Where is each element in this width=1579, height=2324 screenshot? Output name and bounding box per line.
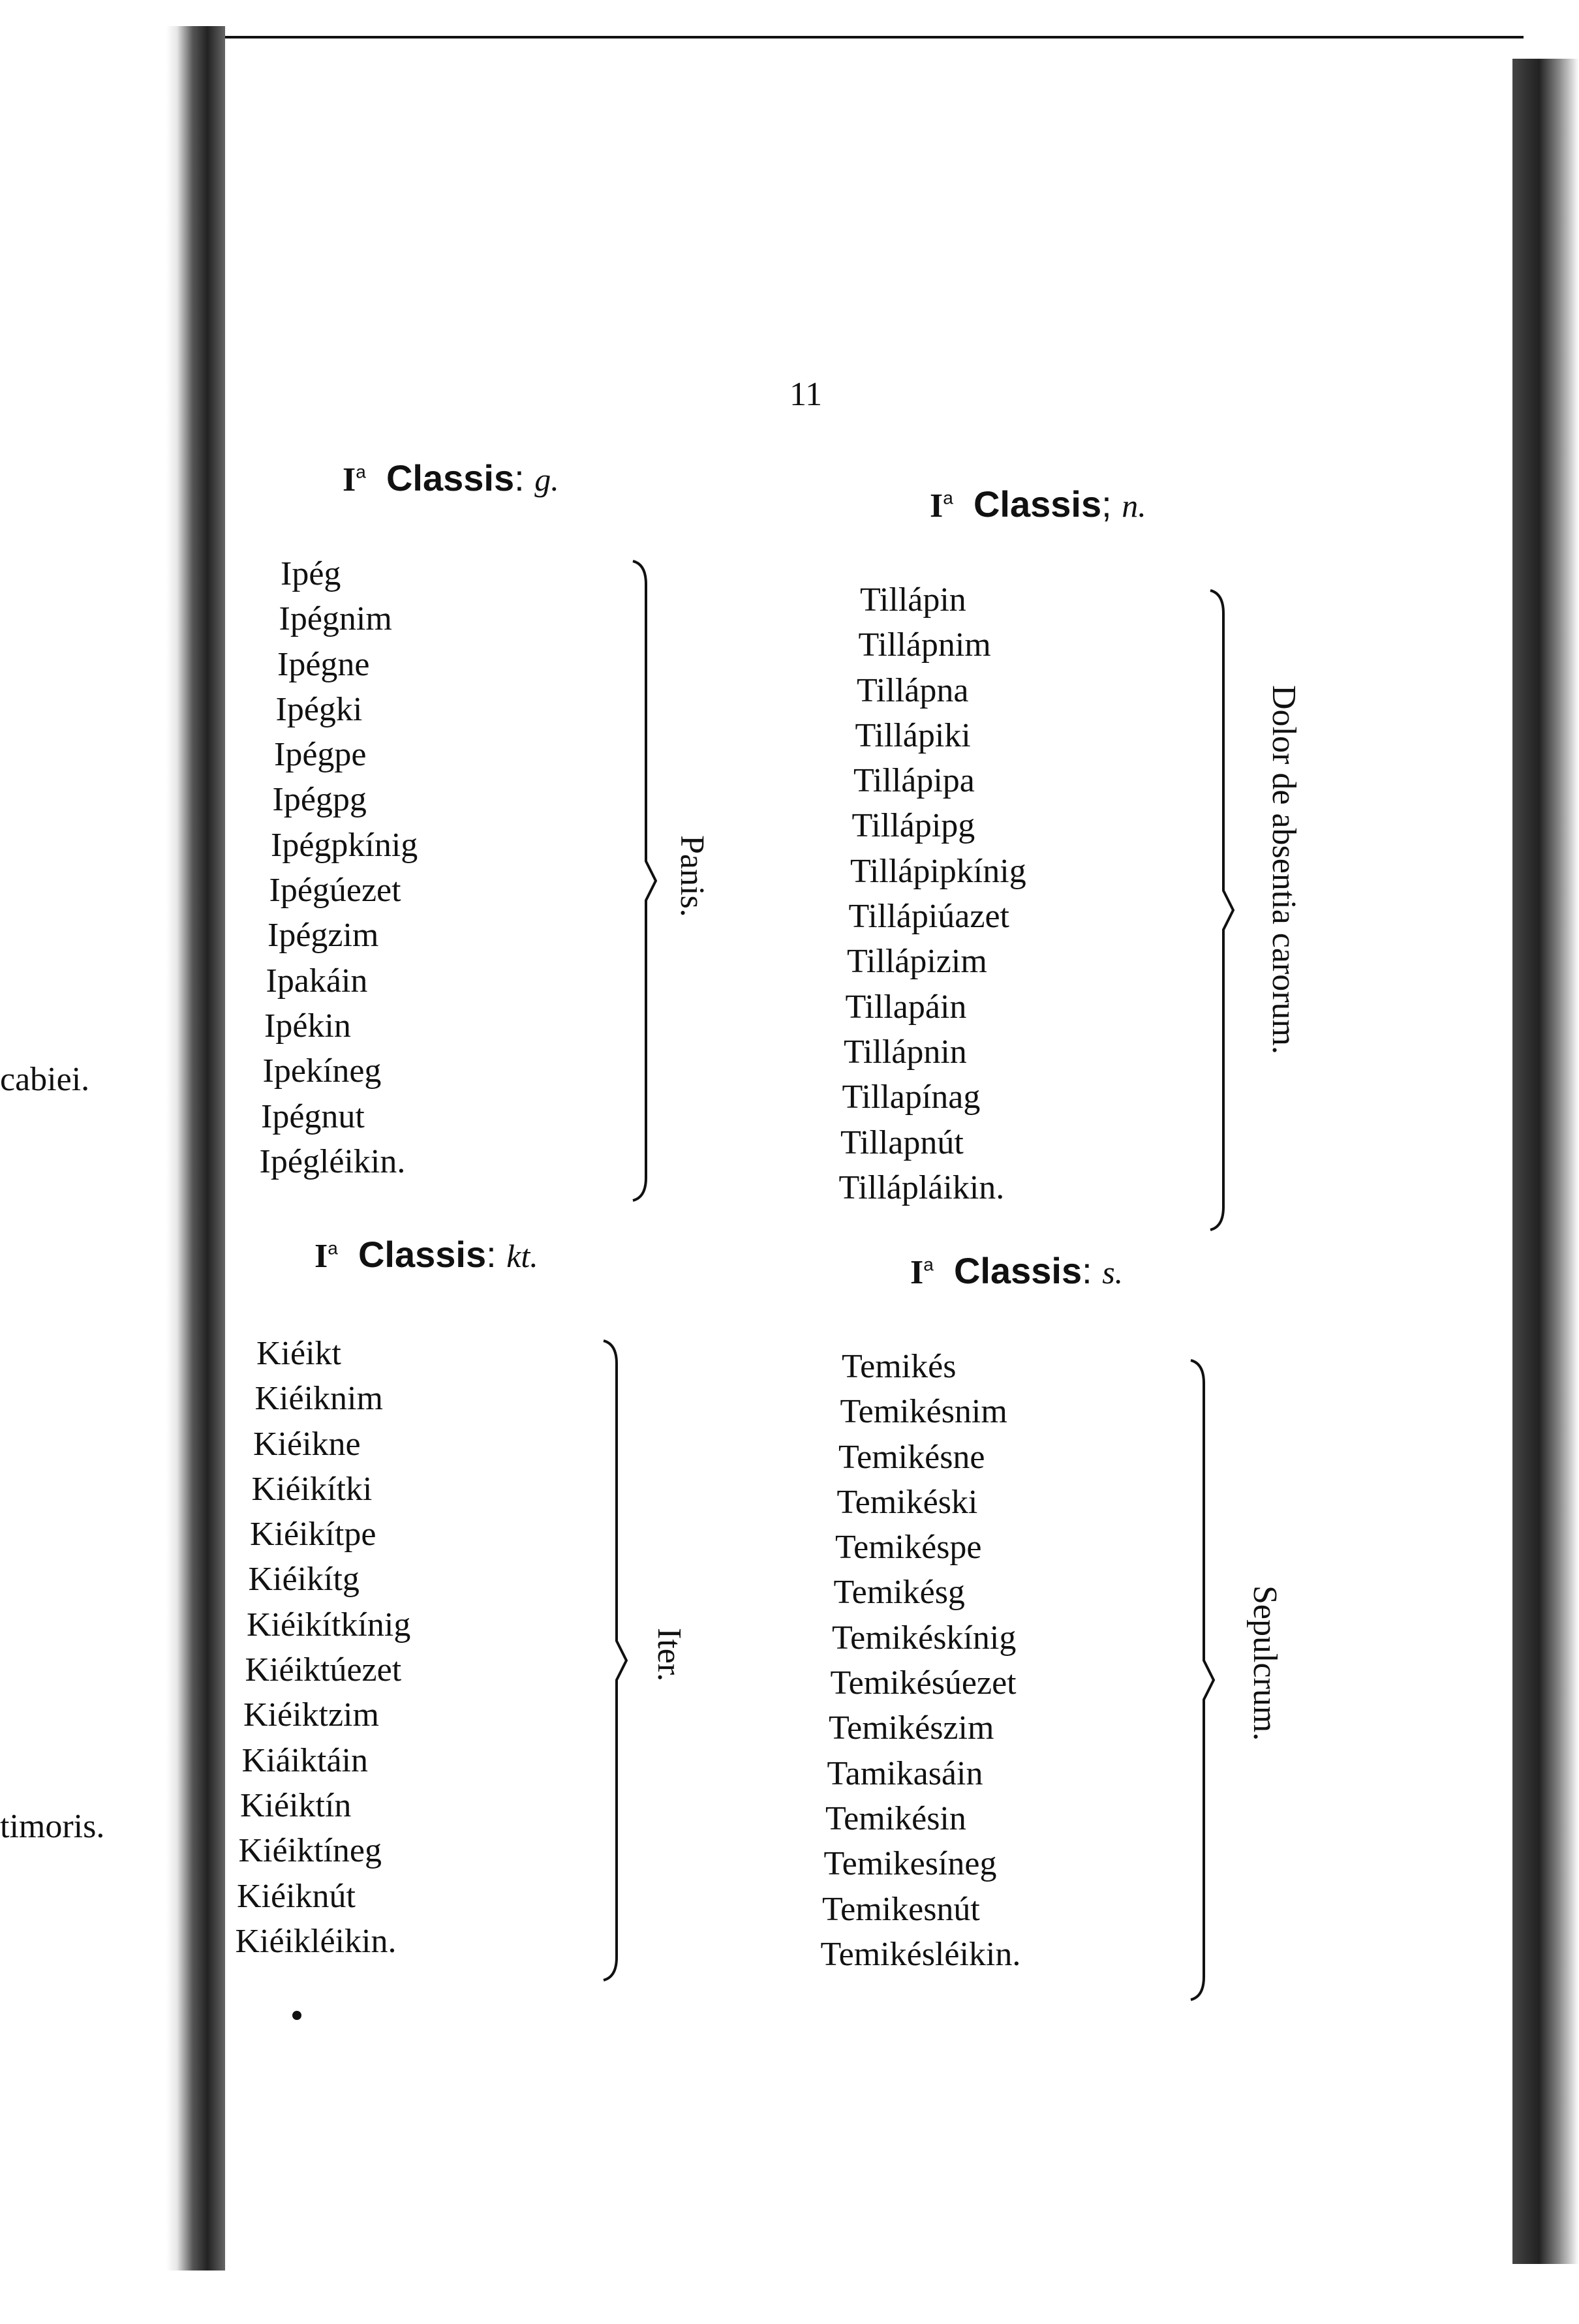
word-entry: Tillápláikin. <box>838 1169 1005 1206</box>
word-entry: Ipégne <box>277 645 370 683</box>
facing-page <box>0 0 184 2324</box>
word-entry: Ipégpg <box>272 781 367 819</box>
word-entry: Ipégzim <box>268 917 379 955</box>
word-list <box>820 1344 1021 1977</box>
section-heading: $I^a$ Classis: g. <box>343 457 559 498</box>
word-entry: Kiéikítpe <box>250 1516 376 1553</box>
word-entry: Tillápiki <box>855 716 971 754</box>
word-entry: Temikésnim <box>840 1393 1007 1431</box>
word-entry: Temikéspe <box>835 1529 982 1567</box>
page-edge <box>1512 59 1579 2264</box>
book-gutter <box>166 26 225 2270</box>
word-entry: Temikésléikin. <box>820 1935 1021 1973</box>
word-entry: Temikésne <box>838 1438 985 1476</box>
word-entry: Tillápin <box>860 581 966 619</box>
word-entry: Ipégki <box>275 690 363 728</box>
word-entry: Tillapnút <box>840 1124 964 1161</box>
word-entry: Kiéikt <box>256 1335 341 1372</box>
word-entry: Ipégpe <box>274 736 367 774</box>
left-page-fragment: cabiei. <box>0 1061 90 1098</box>
brace <box>1204 587 1249 1233</box>
word-entry: Tillápipa <box>853 762 975 800</box>
word-entry: Ipégnut <box>261 1097 365 1135</box>
word-entry: Temikésg <box>833 1574 965 1612</box>
left-page-fragment: timoris. <box>0 1808 105 1845</box>
word-entry: Tillápnin <box>844 1033 967 1071</box>
section-heading: $I^a$ Classis; n. <box>930 483 1146 525</box>
word-entry: Ipég <box>281 555 341 592</box>
brace <box>597 1338 643 1983</box>
word-entry: Kiéikléikin. <box>235 1922 397 1960</box>
word-entry: Ipékin <box>264 1007 351 1045</box>
word-entry: Tillapínag <box>842 1078 981 1116</box>
word-entry: Tillápnim <box>858 626 991 664</box>
ink-speck <box>292 2011 301 2020</box>
word-entry: Kiéiknút <box>237 1877 356 1915</box>
word-entry: Tillápipg <box>851 807 975 845</box>
word-entry: Tillápizim <box>847 943 987 981</box>
word-list <box>235 1331 411 1964</box>
word-entry: Temikesíneg <box>823 1845 997 1883</box>
word-entry: Tillápipkínig <box>850 852 1026 890</box>
word-entry: Tillápna <box>857 671 969 709</box>
brace <box>1184 1357 1230 2003</box>
word-entry: Temikéskínig <box>832 1619 1017 1657</box>
word-entry: Kiáiktáin <box>241 1741 369 1779</box>
word-entry: Temikészim <box>829 1709 994 1747</box>
word-entry: Ipégléikin. <box>259 1142 406 1180</box>
brace <box>626 558 672 1204</box>
word-entry: Temikéski <box>836 1483 978 1521</box>
word-entry: Ipégnim <box>279 600 392 638</box>
word-entry: Kiéikítg <box>248 1561 360 1598</box>
word-entry: Temikésúezet <box>830 1664 1017 1702</box>
word-entry: Kiéiktíneg <box>238 1832 382 1870</box>
vertical-label: Panis. <box>673 835 711 917</box>
word-entry: Kiéiknim <box>254 1380 383 1418</box>
word-entry: Kiéikítkínig <box>247 1606 411 1644</box>
word-list <box>838 577 1026 1210</box>
word-entry: Temikés <box>842 1348 957 1385</box>
word-entry: Temikesnút <box>822 1890 980 1928</box>
vertical-label: Iter. <box>651 1628 688 1682</box>
word-entry: Ipakáin <box>266 962 368 1000</box>
word-entry: Tillapáin <box>845 988 967 1026</box>
word-entry: Kiéiktín <box>240 1786 352 1824</box>
word-entry: Kiéiktúezet <box>245 1651 402 1689</box>
word-list <box>259 551 418 1184</box>
word-entry: Temikésin <box>825 1799 966 1837</box>
word-entry: Ipégúezet <box>269 872 401 910</box>
word-entry: Tillápiúazet <box>848 898 1009 936</box>
word-entry: Tamikasáin <box>827 1754 983 1792</box>
word-entry: Kiéikne <box>253 1425 361 1463</box>
section-heading: $I^a$ Classis: s. <box>910 1250 1124 1291</box>
word-entry: Ipekíneg <box>262 1052 382 1090</box>
word-entry: Kiéiktzim <box>243 1696 379 1734</box>
word-entry: Kiéikítki <box>251 1470 373 1508</box>
vertical-label: Dolor de absentia carorum. <box>1265 685 1302 1055</box>
section-heading: $I^a$ Classis: kt. <box>314 1234 538 1275</box>
word-entry: Ipégpkínig <box>271 826 418 864</box>
page-number: 11 <box>789 376 823 413</box>
vertical-label: Sepulcrum. <box>1246 1585 1283 1741</box>
